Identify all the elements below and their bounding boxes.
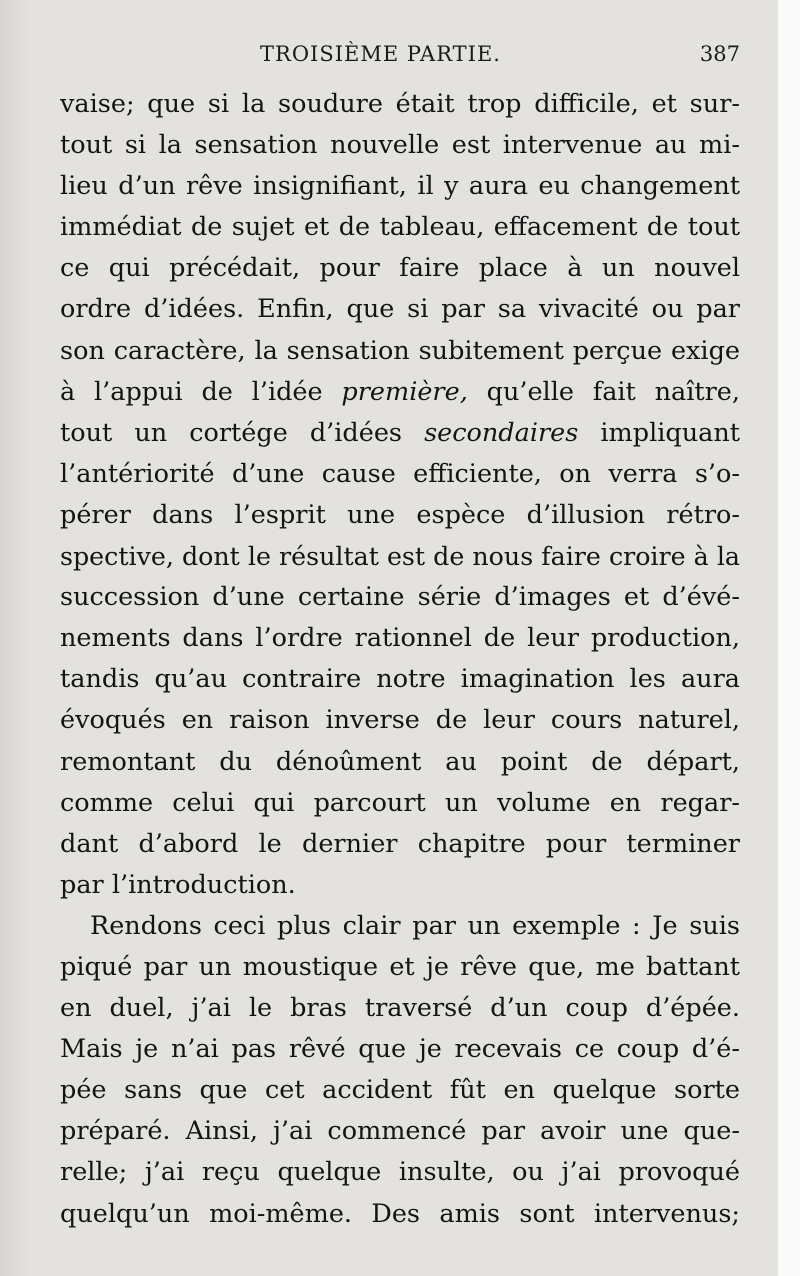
text-line: préparé. Ainsi, j’ai commencé par avoir une que- (60, 1116, 740, 1147)
text-line: vaise; que si la soudure était trop difficile, et sur- (60, 89, 740, 119)
text-line: quelqu’un moi-même. Des amis sont intervenus; (60, 1198, 740, 1229)
text-line: par l’introduction. (60, 869, 296, 900)
text-line: tandis qu’au contraire notre imagination les aura (60, 664, 740, 695)
text-span: impliquant (578, 417, 740, 448)
body-text (60, 84, 740, 1235)
page-number: 387 (699, 42, 740, 66)
text-line (60, 372, 740, 413)
text-line: piqué par un moustique et je rêve que, me battant (60, 951, 740, 982)
text-line: remontant du dénoûment au point de départ, (60, 746, 740, 777)
text-line: l’antériorité d’une cause efficiente, on verra s’o- (60, 458, 740, 489)
text-line (60, 413, 740, 454)
text-line: Rendons ceci plus clair par un exemple : Je suis (90, 910, 740, 941)
text-line: ce qui précédait, pour faire place à un nouvel (60, 253, 740, 284)
page-header (60, 42, 740, 72)
text-line: évoqués en raison inverse de leur cours naturel, (60, 705, 740, 736)
page-gutter-shadow (0, 0, 30, 1276)
running-head: TROISIÈME PARTIE. (260, 42, 501, 66)
text-line: en duel, j’ai le bras traversé d’un coup d’épée. (60, 993, 740, 1024)
text-span: qu’elle fait naître, (467, 376, 740, 407)
text-line: dant d’abord le dernier chapitre pour terminer (60, 828, 740, 859)
text-line: son caractère, la sensation subitement perçue exige (60, 335, 740, 366)
page-edge (778, 0, 800, 1276)
text-line: comme celui qui parcourt un volume en regar- (60, 787, 740, 818)
text-line: relle; j’ai reçu quelque insulte, ou j’ai provoqué (60, 1157, 740, 1188)
text-line: nements dans l’ordre rationnel de leur production, (60, 623, 740, 654)
text-line: spective, dont le résultat est de nous faire croire à la (60, 542, 740, 572)
text-line: pée sans que cet accident fût en quelque sorte (60, 1075, 740, 1106)
text-line: ordre d’idées. Enfin, que si par sa vivacité ou par (60, 294, 740, 325)
text-span: tout un cortége d’idées (60, 417, 425, 448)
text-line: tout si la sensation nouvelle est intervenue au mi- (60, 130, 740, 161)
italic-term: première, (341, 376, 468, 407)
text-line: Mais je n’ai pas rêvé que je recevais ce coup d’é- (60, 1034, 740, 1065)
text-line: pérer dans l’esprit une espèce d’illusion rétro- (60, 499, 740, 530)
text-line: succession d’une certaine série d’images et d’évé- (60, 582, 740, 613)
text-line: immédiat de sujet et de tableau, effacement de tout (60, 212, 740, 243)
text-line: lieu d’un rêve insignifiant, il y aura eu changement (60, 171, 740, 202)
italic-term: secondaires (424, 417, 579, 448)
text-span: à l’appui de l’idée (60, 376, 342, 407)
